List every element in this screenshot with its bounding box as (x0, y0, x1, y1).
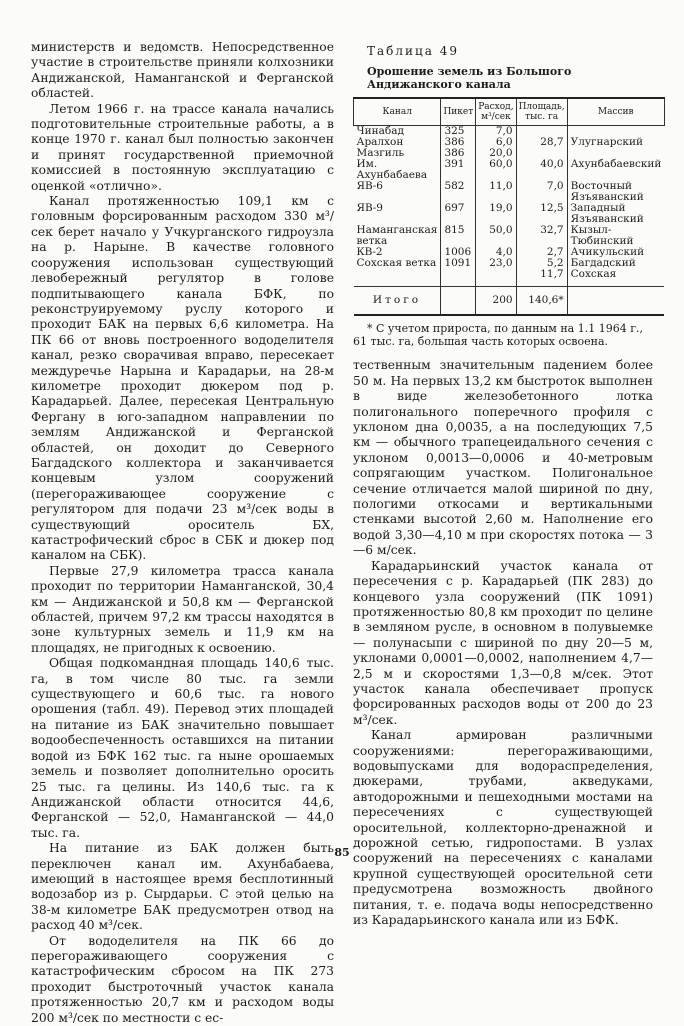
column-header: Площадь, тыс. га (516, 98, 567, 126)
column-header: Канал (354, 98, 441, 126)
cell-flow: 19,0 (476, 203, 516, 225)
table-caption: Таблица 49 (367, 44, 459, 58)
table-row (354, 258, 665, 269)
paragraph: тественным значительным падением более 50 м. На первых 13,2 км быстроток выполнен в виде железобетонного лотка полигонального поперечного профиля с уклоном дна 0,0035, а на последующих 7,5 км — обычного трапецеидального сечения с уклоном 0,0013—0,0006 и 40-метровым сопрягающим участком. Полигональное сечение отличается малой шириной по дну, пологими откосами и вертикальными стенками высотой 2,60 м. Наполнение его водой 3,30—4,10 м при скоростях потока — 3—6 м/сек. (353, 358, 653, 558)
cell-massif: Восточный Язъяванский (567, 181, 664, 203)
cell-canal: Чинабад (356, 125, 404, 138)
cell-picket: 391 (441, 159, 476, 181)
cell-canal: КВ-2 (356, 246, 383, 259)
cell-massif: Сохская (567, 269, 664, 287)
cell-canal: Им. Ахунбабаева (356, 158, 428, 182)
paragraph: министерств и ведомств. Непосредственное участие в строительстве приняли колхозники Андижанской, Наманганской и Ферганской областей. (31, 40, 334, 101)
table-row (354, 181, 665, 203)
cell-picket: 697 (441, 203, 476, 225)
cell-picket: 386 (441, 137, 476, 148)
cell-picket: 815 (441, 225, 476, 247)
cell-area: 12,5 (516, 203, 567, 225)
total-flow: 200 (476, 287, 516, 316)
cell-flow: 4,0 (476, 247, 516, 258)
table-title: Орошение земель из Большого Андижанского канала (367, 65, 572, 92)
cell-area: 40,0 (516, 159, 567, 181)
cell-massif: Улугнарский (567, 137, 664, 148)
cell-area: 28,7 (516, 137, 567, 148)
cell-area: 32,7 (516, 225, 567, 247)
paragraph: От вододелителя на ПК 66 до перегораживающего сооружения с катастрофическим сбросом на ПК 273 проходит быстроточный участок канала протяженностью 20,7 км и расходом воды 200 м³/сек по местности с ес- (31, 933, 334, 1025)
cell-picket (441, 287, 476, 316)
cell-flow: 7,0 (476, 126, 516, 138)
table-row (354, 225, 665, 247)
paragraph: Первые 27,9 километра трасса канала проходит по территории Наманганской, 30,4 км — Андижанской и 50,8 км — Ферганской областей, причем 97,2 км трассы находятся в зоне культурных земель и 11,9 км на площадях, не пригодных к освоению. (31, 563, 334, 655)
cell-flow: 50,0 (476, 225, 516, 247)
cell-flow (476, 269, 516, 287)
paragraph: Общая подкомандная площадь 140,6 тыс. га, в том числе 80 тыс. га земли существующего и 60,6 тыс. га нового орошения (табл. 49). Перевод этих площадей на питание из БАК значительно повышает водообеспеченность оставшихся на питании водой из БФК 162 тыс. га ныне орошаемых земель и позволяет дополнительно оросить 25 тыс. га целины. Из 140,6 тыс. га к Андижанской области относится 44,6, Ферганской — 52,0, Наманганской — 44,0 тыс. га. (31, 656, 334, 840)
page-number: 85 (334, 846, 350, 859)
paragraph: Канал армирован различными сооружениями: перегораживающими, водовыпусками для водораспределения, дюкерами, трубами, акведуками, автодорожными и пешеходными мостами на пересечениях с существующей оросительной, коллекторно-дренажной и дорожной сетью, гидропостами. В узлах сооружений на пересечениях с каналами крупной существующей оросительной сети предусмотрена возможность двойного питания, т. е. подача воды непосредственно из Карадарьинского канала или из БФК. (353, 728, 653, 928)
total-label: Итого (354, 287, 441, 316)
cell-massif: Багдадский (567, 258, 664, 269)
cell-picket: 1091 (441, 258, 476, 269)
cell-flow: 11,0 (476, 181, 516, 203)
cell-flow: 23,0 (476, 258, 516, 269)
cell-canal: ЯВ-6 (356, 180, 383, 193)
cell-area: 7,0 (516, 181, 567, 203)
table-row (354, 269, 665, 287)
cell-massif (567, 287, 664, 316)
column-header: Пикет (441, 98, 476, 126)
cell-massif: Ахунбабаевский (567, 159, 664, 181)
right-column (353, 44, 662, 928)
cell-canal: Наманганская ветка (356, 224, 438, 248)
cell-flow: 6,0 (476, 137, 516, 148)
table-row (354, 159, 665, 181)
left-column (31, 40, 334, 1026)
cell-canal: ЯВ-9 (356, 202, 383, 215)
cell-area: 5,2 (516, 258, 567, 269)
cell-massif: Западный Язъяванский (567, 203, 664, 225)
column-header: Массив (567, 98, 664, 126)
paragraph: На питание из БАК должен быть переключен канал им. Ахунбабаева, имеющий в настоящее время бесплотинный водозабор из р. Сырдарьи. С этой целью на 38-м километре БАК предусмотрен отвод на расход 40 м³/сек. (31, 841, 334, 933)
cell-flow: 60,0 (476, 159, 516, 181)
paragraph: Летом 1966 г. на трассе канала начались подготовительные строительные работы, а в конце 1970 г. канал был полностью закончен и принят государственной приемочной комиссией в постоянную эксплуатацию с оценкой «отлично». (31, 101, 334, 193)
cell-massif: Кызыл-Тюбинский (567, 225, 664, 247)
cell-picket: 325 (441, 126, 476, 138)
cell-area: 11,7 (516, 269, 567, 287)
table-footnote: * С учетом прироста, по данным на 1.1 1964 г., 61 тыс. га, большая часть которых освоена. (353, 322, 643, 349)
cell-massif: Ачикульский (567, 247, 664, 258)
paragraph: Канал протяженностью 109,1 км с головным форсированным расходом 330 м³/сек берет начало у Учкурганского гидроузла на р. Нарыне. В качестве головного сооружения использован существующий левобережный регулятор в голове подпитывающего канала БФК, по реконструируемому руслу которого и проходит БАК на первых 6,6 километра. На ПК 66 от вновь построенного вододелителя канал, резко сворачивая вправо, пересекает междуречье Нарына и Карадарьи, на 28-м километре проходит дюкером под р. Карадарьей. Далее, пересекая Центральную Фергану в юго-западном направлении по землям Андижанской и Ферганской областей, он доходит до Северного Багдадского коллектора и заканчивается концевым узлом сооружений (перегораживающее сооружение с регулятором для подачи 23 м³/сек воды в существующий ороситель БХ, катастрофический сброс в СБК и дюкер под каналом на СБК). (31, 194, 334, 563)
cell-picket: 1006 (441, 247, 476, 258)
cell-canal: Мазгиль (356, 147, 405, 160)
cell-canal: Сохская ветка (356, 257, 437, 270)
total-area: 140,6* (516, 287, 567, 316)
cell-canal (354, 269, 441, 287)
cell-area: 2,7 (516, 247, 567, 258)
cell-flow: 20,0 (476, 148, 516, 159)
paragraph: Карадарьинский участок канала от пересечения с р. Карадарьей (ПК 283) до концевого узла сооружений (ПК 1091) протяженностью 80,8 км проходит по целине в земляном русле, в основном в полувыемке — полунасыпи с шириной по дну 20—5 м, уклонами 0,0001—0,0002, наполнением 4,7—2,5 м и скоростями 1,3—0,8 м/сек. Этот участок канала обеспечивает пропуск форсированных расходов воды от 200 до 23 м³/сек. (353, 558, 653, 727)
cell-picket (441, 269, 476, 287)
irrigation-table (353, 97, 665, 316)
cell-canal: Аралхон (356, 136, 404, 149)
table-row (354, 203, 665, 225)
cell-picket: 386 (441, 148, 476, 159)
column-header: Расход, м³/сек (476, 98, 516, 126)
table-header-row (354, 98, 665, 126)
table-total-row (354, 287, 665, 316)
cell-picket: 582 (441, 181, 476, 203)
